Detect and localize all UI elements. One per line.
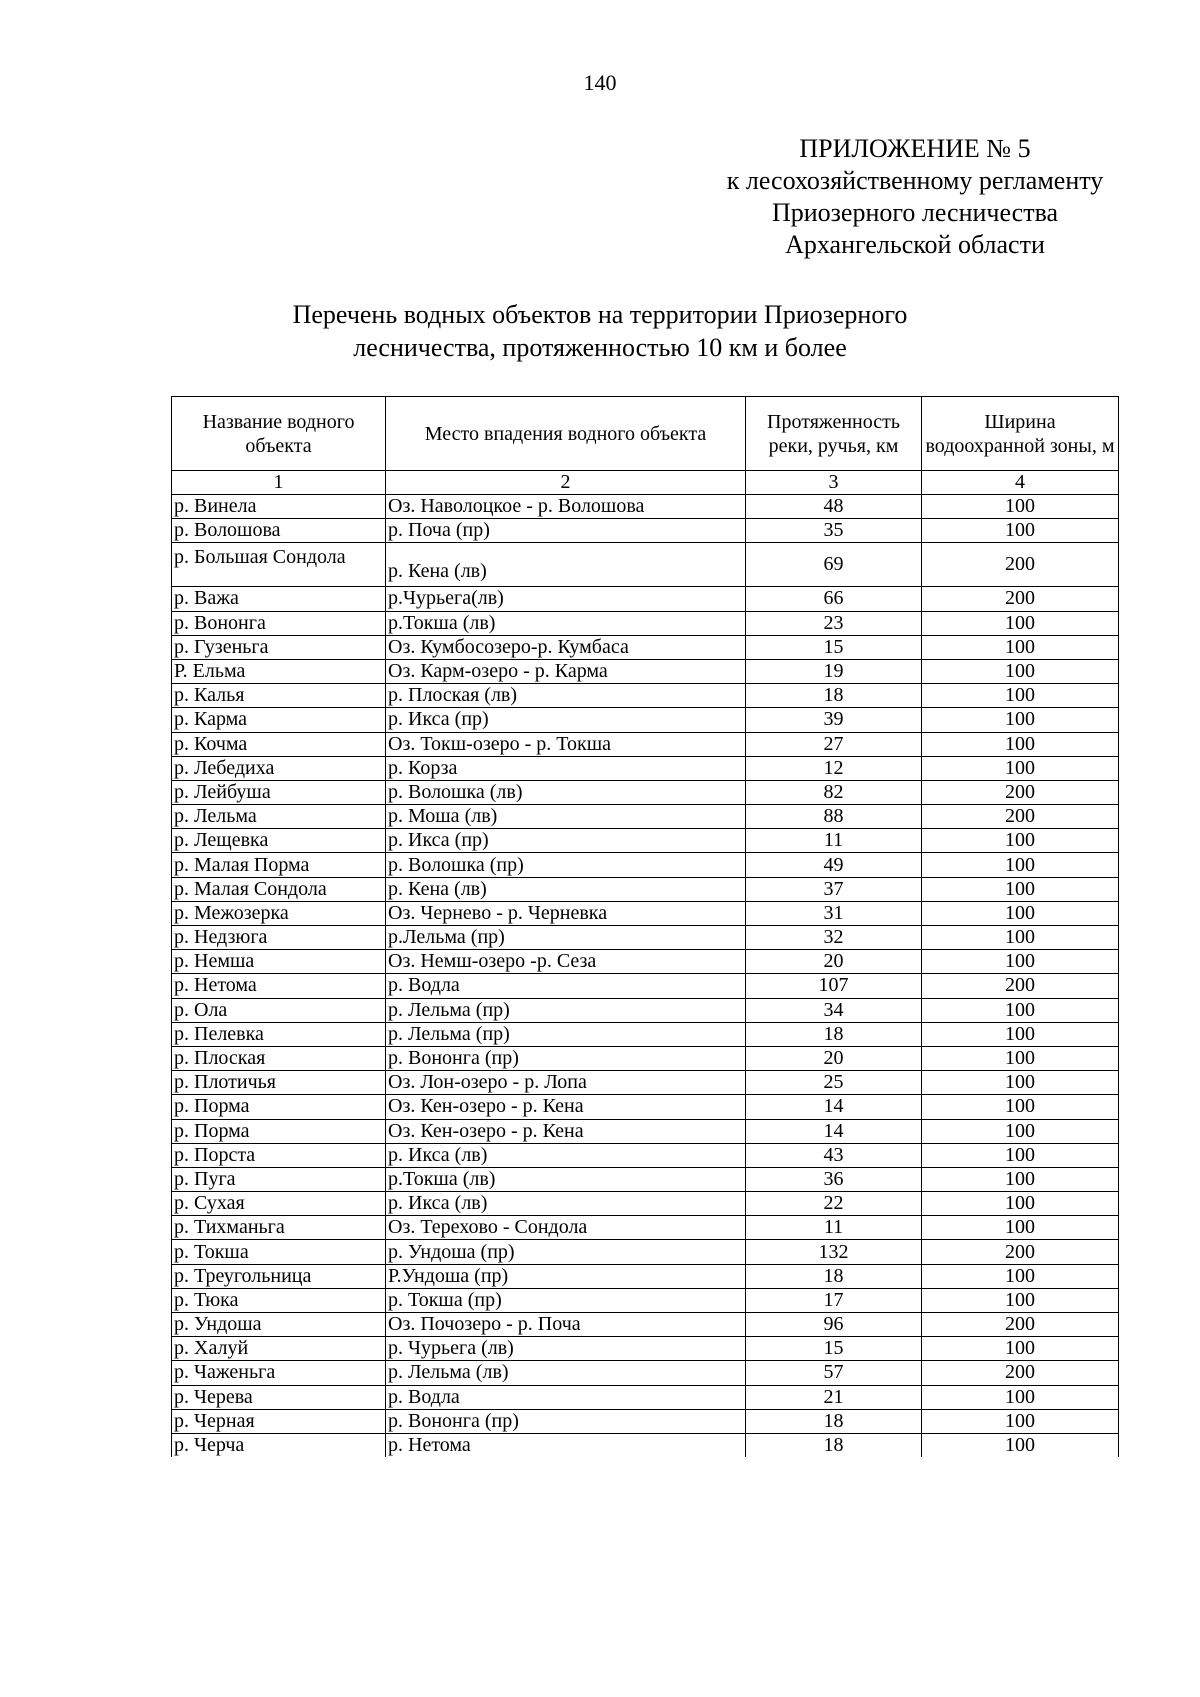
length-cell: 19 (746, 659, 922, 683)
appendix-subtitle-1: к лесохозяйственному регламенту (726, 166, 1104, 195)
table-row (172, 519, 1119, 543)
zone-width-cell: 100 (922, 1071, 1119, 1095)
name-cell: р. Порста (172, 1143, 386, 1167)
zone-width-cell: 100 (922, 829, 1119, 853)
zone-width-cell: 200 (922, 805, 1119, 829)
length-cell: 132 (746, 1240, 922, 1264)
length-cell: 48 (746, 495, 922, 519)
length-cell: 22 (746, 1192, 922, 1216)
zone-width-cell: 200 (922, 543, 1119, 587)
length-cell: 43 (746, 1143, 922, 1167)
name-cell: р. Черева (172, 1385, 386, 1409)
zone-width-cell: 100 (922, 1433, 1119, 1457)
name-cell: р. Черная (172, 1409, 386, 1433)
column-number: 3 (746, 471, 922, 495)
mouth-cell: р. Поча (пр) (386, 519, 746, 543)
length-cell: 107 (746, 974, 922, 998)
mouth-cell: р. Кена (лв) (386, 877, 746, 901)
mouth-cell: Оз. Кен-озеро - р. Кена (386, 1119, 746, 1143)
length-cell: 66 (746, 587, 922, 611)
name-cell: р. Вононга (172, 611, 386, 635)
table-row (172, 926, 1119, 950)
table-row (172, 635, 1119, 659)
length-cell: 18 (746, 1433, 922, 1457)
zone-width-cell: 100 (922, 519, 1119, 543)
length-cell: 18 (746, 1022, 922, 1046)
mouth-cell: Оз. Карм-озеро - р. Карма (386, 659, 746, 683)
zone-width-cell: 100 (922, 901, 1119, 925)
zone-width-cell: 100 (922, 611, 1119, 635)
zone-width-cell: 100 (922, 1143, 1119, 1167)
table-row (172, 1119, 1119, 1143)
table-row (172, 1264, 1119, 1288)
table-row (172, 998, 1119, 1022)
name-cell: р. Лельма (172, 805, 386, 829)
mouth-cell: Оз. Кумбосозеро-р. Кумбаса (386, 635, 746, 659)
table-row (172, 805, 1119, 829)
zone-width-cell: 100 (922, 1337, 1119, 1361)
mouth-cell: Оз. Лон-озеро - р. Лопа (386, 1071, 746, 1095)
header-name: Название водного объекта (172, 397, 386, 471)
zone-width-cell: 100 (922, 926, 1119, 950)
length-cell: 11 (746, 829, 922, 853)
name-cell: р. Пелевка (172, 1022, 386, 1046)
header-mouth: Место впадения водного объекта (386, 397, 746, 471)
mouth-cell: р. Икса (пр) (386, 829, 746, 853)
table-row (172, 1337, 1119, 1361)
table-row (172, 756, 1119, 780)
mouth-cell: р. Лельма (лв) (386, 1361, 746, 1385)
length-cell: 21 (746, 1385, 922, 1409)
column-number: 4 (922, 471, 1119, 495)
table-row (172, 1288, 1119, 1312)
name-cell: р. Винела (172, 495, 386, 519)
mouth-cell: Оз. Немш-озеро -р. Сеза (386, 950, 746, 974)
mouth-cell: р. Волошка (пр) (386, 853, 746, 877)
name-cell: р. Сухая (172, 1192, 386, 1216)
mouth-cell: р.Лельма (пр) (386, 926, 746, 950)
length-cell: 11 (746, 1216, 922, 1240)
mouth-cell: р. Водла (386, 974, 746, 998)
name-cell: р. Чаженьга (172, 1361, 386, 1385)
length-cell: 36 (746, 1167, 922, 1191)
zone-width-cell: 100 (922, 1288, 1119, 1312)
zone-width-cell: 100 (922, 950, 1119, 974)
table-row (172, 659, 1119, 683)
mouth-cell: Оз. Черневo - р. Черневка (386, 901, 746, 925)
length-cell: 14 (746, 1095, 922, 1119)
length-cell: 35 (746, 519, 922, 543)
name-cell: р. Немша (172, 950, 386, 974)
zone-width-cell: 100 (922, 877, 1119, 901)
name-cell: р. Тюка (172, 1288, 386, 1312)
table-row (172, 708, 1119, 732)
name-cell: р. Гузеньга (172, 635, 386, 659)
length-cell: 27 (746, 732, 922, 756)
mouth-cell: р. Вононга (пр) (386, 1046, 746, 1070)
table-row (172, 1313, 1119, 1337)
mouth-cell: р. Плоская (лв) (386, 684, 746, 708)
zone-width-cell: 100 (922, 1192, 1119, 1216)
zone-width-cell: 200 (922, 1240, 1119, 1264)
name-cell: р. Лейбуша (172, 780, 386, 804)
zone-width-cell: 200 (922, 974, 1119, 998)
length-cell: 25 (746, 1071, 922, 1095)
length-cell: 49 (746, 853, 922, 877)
table-row (172, 732, 1119, 756)
table-row (172, 1095, 1119, 1119)
length-cell: 18 (746, 684, 922, 708)
table-row (172, 1433, 1119, 1457)
length-cell: 82 (746, 780, 922, 804)
table-row (172, 1071, 1119, 1095)
column-number-row (172, 471, 1119, 495)
zone-width-cell: 200 (922, 1361, 1119, 1385)
mouth-cell: р. Икса (лв) (386, 1192, 746, 1216)
name-cell: р. Лебедиха (172, 756, 386, 780)
table-row (172, 495, 1119, 519)
table-row (172, 1216, 1119, 1240)
length-cell: 39 (746, 708, 922, 732)
document-title (200, 298, 1000, 364)
zone-width-cell: 100 (922, 1167, 1119, 1191)
header-zone-width: Ширина водоохранной зоны, м (922, 397, 1119, 471)
length-cell: 20 (746, 950, 922, 974)
zone-width-cell: 100 (922, 659, 1119, 683)
water-objects-table (171, 396, 1119, 1457)
length-cell: 57 (746, 1361, 922, 1385)
zone-width-cell: 100 (922, 1409, 1119, 1433)
mouth-cell: р. Водла (386, 1385, 746, 1409)
mouth-cell: р. Моша (лв) (386, 805, 746, 829)
name-cell: р. Малая Сондола (172, 877, 386, 901)
zone-width-cell: 200 (922, 587, 1119, 611)
mouth-cell: Оз. Терехово - Сондола (386, 1216, 746, 1240)
name-cell: р. Межозерка (172, 901, 386, 925)
table-row (172, 1240, 1119, 1264)
mouth-cell: Р.Ундоша (пр) (386, 1264, 746, 1288)
zone-width-cell: 100 (922, 684, 1119, 708)
length-cell: 37 (746, 877, 922, 901)
mouth-cell: р. Токша (пр) (386, 1288, 746, 1312)
mouth-cell: р. Корза (386, 756, 746, 780)
name-cell: р. Волошова (172, 519, 386, 543)
mouth-cell: Оз. Наволоцкое - р. Волошова (386, 495, 746, 519)
zone-width-cell: 100 (922, 1264, 1119, 1288)
zone-width-cell: 100 (922, 732, 1119, 756)
zone-width-cell: 100 (922, 1119, 1119, 1143)
name-cell: р. Черча (172, 1433, 386, 1457)
length-cell: 32 (746, 926, 922, 950)
zone-width-cell: 100 (922, 1385, 1119, 1409)
mouth-cell: р. Кена (лв) (386, 543, 746, 587)
mouth-cell: р. Икса (пр) (386, 708, 746, 732)
zone-width-cell: 100 (922, 853, 1119, 877)
name-cell: Р. Ельма (172, 659, 386, 683)
table-row (172, 1022, 1119, 1046)
name-cell: р. Пуга (172, 1167, 386, 1191)
mouth-cell: р. Волошка (лв) (386, 780, 746, 804)
table-row (172, 1192, 1119, 1216)
name-cell: р. Токша (172, 1240, 386, 1264)
zone-width-cell: 100 (922, 495, 1119, 519)
table-row (172, 1385, 1119, 1409)
zone-width-cell: 100 (922, 1095, 1119, 1119)
table-row (172, 1046, 1119, 1070)
length-cell: 14 (746, 1119, 922, 1143)
appendix-subtitle-3: Архангельской области (785, 230, 1045, 259)
mouth-cell: Оз. Почозеро - р. Поча (386, 1313, 746, 1337)
mouth-cell: р.Токша (лв) (386, 611, 746, 635)
mouth-cell: р.Токша (лв) (386, 1167, 746, 1191)
name-cell: р. Треугольница (172, 1264, 386, 1288)
document-title-line-1: Перечень водных объектов на территории Приозерного (292, 300, 908, 329)
table-row (172, 543, 1119, 587)
name-cell: р. Малая Порма (172, 853, 386, 877)
mouth-cell: р. Лельма (пр) (386, 1022, 746, 1046)
column-number: 2 (386, 471, 746, 495)
zone-width-cell: 100 (922, 756, 1119, 780)
mouth-cell: р. Ундоша (пр) (386, 1240, 746, 1264)
document-title-line-2: лесничества, протяженностью 10 км и более (353, 333, 847, 362)
name-cell: р. Карма (172, 708, 386, 732)
name-cell: р. Нетома (172, 974, 386, 998)
length-cell: 15 (746, 635, 922, 659)
zone-width-cell: 200 (922, 1313, 1119, 1337)
mouth-cell: р. Лельма (пр) (386, 998, 746, 1022)
length-cell: 96 (746, 1313, 922, 1337)
length-cell: 15 (746, 1337, 922, 1361)
name-cell: р. Плоская (172, 1046, 386, 1070)
table-row (172, 684, 1119, 708)
length-cell: 23 (746, 611, 922, 635)
table-row (172, 1143, 1119, 1167)
table-row (172, 780, 1119, 804)
length-cell: 34 (746, 998, 922, 1022)
table-row (172, 1361, 1119, 1385)
appendix-subtitle-2: Приозерного лесничества (771, 198, 1059, 227)
table-row (172, 1167, 1119, 1191)
length-cell: 18 (746, 1264, 922, 1288)
length-cell: 12 (746, 756, 922, 780)
name-cell: р. Недзюга (172, 926, 386, 950)
name-cell: р. Порма (172, 1119, 386, 1143)
name-cell: р. Плотичья (172, 1071, 386, 1095)
name-cell: р. Ола (172, 998, 386, 1022)
length-cell: 88 (746, 805, 922, 829)
mouth-cell: р.Чурьега(лв) (386, 587, 746, 611)
zone-width-cell: 200 (922, 780, 1119, 804)
mouth-cell: р. Чурьега (лв) (386, 1337, 746, 1361)
length-cell: 69 (746, 543, 922, 587)
length-cell: 31 (746, 901, 922, 925)
zone-width-cell: 100 (922, 998, 1119, 1022)
name-cell: р. Большая Сондола (172, 543, 386, 587)
table-row (172, 950, 1119, 974)
length-cell: 18 (746, 1409, 922, 1433)
table-row (172, 829, 1119, 853)
zone-width-cell: 100 (922, 1022, 1119, 1046)
mouth-cell: р. Икса (лв) (386, 1143, 746, 1167)
name-cell: р. Ундоша (172, 1313, 386, 1337)
name-cell: р. Калья (172, 684, 386, 708)
table-row (172, 853, 1119, 877)
appendix-title: ПРИЛОЖЕНИЕ № 5 (799, 134, 1031, 163)
mouth-cell: р. Нетома (386, 1433, 746, 1457)
table-row (172, 901, 1119, 925)
column-number: 1 (172, 471, 386, 495)
length-cell: 17 (746, 1288, 922, 1312)
mouth-cell: р. Вононга (пр) (386, 1409, 746, 1433)
table-header-row (172, 397, 1119, 471)
mouth-cell: Оз. Кен-озеро - р. Кена (386, 1095, 746, 1119)
table-row (172, 974, 1119, 998)
zone-width-cell: 100 (922, 1216, 1119, 1240)
zone-width-cell: 100 (922, 635, 1119, 659)
table-row (172, 877, 1119, 901)
name-cell: р. Тихманьга (172, 1216, 386, 1240)
name-cell: р. Халуй (172, 1337, 386, 1361)
length-cell: 20 (746, 1046, 922, 1070)
header-length: Протяженность реки, ручья, км (746, 397, 922, 471)
name-cell: р. Лещевка (172, 829, 386, 853)
appendix-heading (680, 133, 1150, 261)
name-cell: р. Важа (172, 587, 386, 611)
table-row (172, 587, 1119, 611)
table-row (172, 1409, 1119, 1433)
table-row (172, 611, 1119, 635)
name-cell: р. Кочма (172, 732, 386, 756)
name-cell: р. Порма (172, 1095, 386, 1119)
zone-width-cell: 100 (922, 708, 1119, 732)
mouth-cell: Оз. Токш-озеро - р. Токша (386, 732, 746, 756)
zone-width-cell: 100 (922, 1046, 1119, 1070)
page-number: 140 (583, 70, 617, 95)
